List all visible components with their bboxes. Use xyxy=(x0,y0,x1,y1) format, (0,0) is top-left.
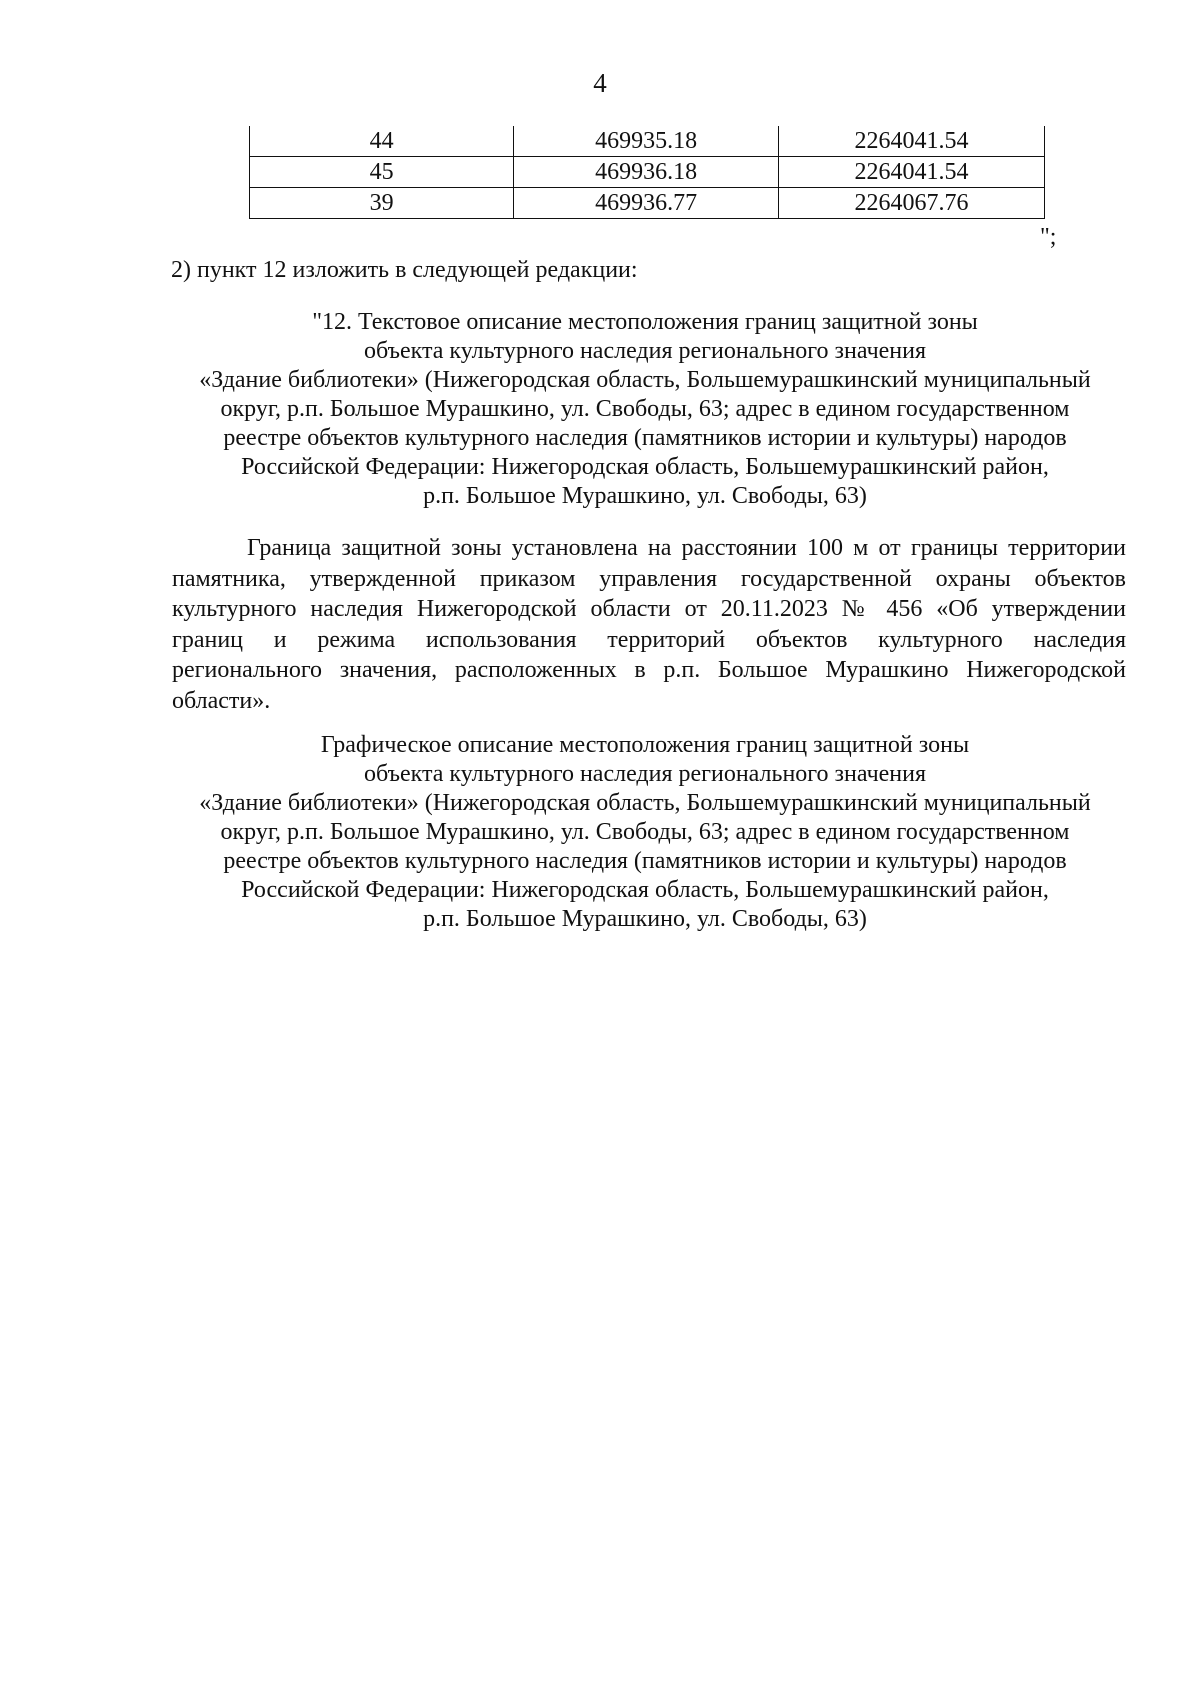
x-coordinate-cell: 469935.18 xyxy=(514,126,779,157)
heading-line: р.п. Большое Мурашкино, ул. Свободы, 63) xyxy=(423,906,867,932)
heading-line: реестре объектов культурного наследия (памятников истории и культуры) народов xyxy=(223,848,1067,874)
heading-line: объекта культурного наследия регионального значения xyxy=(363,761,927,787)
heading-line: реестре объектов культурного наследия (памятников истории и культуры) народов xyxy=(223,425,1067,451)
graphic-description-heading xyxy=(150,731,1140,934)
paragraph-line: регионального значения, расположенных в р.п. Большое Мурашкино Нижегородской xyxy=(172,657,1126,683)
y-coordinate-cell: 2264041.54 xyxy=(779,157,1045,188)
table-row xyxy=(250,188,1045,219)
heading-line: р.п. Большое Мурашкино, ул. Свободы, 63) xyxy=(423,483,867,509)
heading-line: объекта культурного наследия регионального значения xyxy=(363,338,927,364)
x-coordinate-cell: 469936.77 xyxy=(514,188,779,219)
heading-line: Российской Федерации: Нижегородская область, Большемурашкинский район, xyxy=(241,454,1049,480)
paragraph-line: области». xyxy=(172,687,271,714)
point-number-cell: 44 xyxy=(250,126,514,157)
heading-line: Графическое описание местоположения границ защитной зоны xyxy=(320,732,970,758)
amendment-item: 2) пункт 12 изложить в следующей редакции: xyxy=(171,257,638,283)
y-coordinate-cell: 2264041.54 xyxy=(779,126,1045,157)
coordinates-table xyxy=(249,126,1045,219)
paragraph-line: границ и режима использования территорий объектов культурного наследия xyxy=(172,626,1126,653)
page-number: 4 xyxy=(593,68,607,98)
table-row xyxy=(250,157,1045,188)
heading-line: округ, р.п. Большое Мурашкино, ул. Свободы, 63; адрес в едином государственном xyxy=(220,819,1070,845)
paragraph-line: Граница защитной зоны установлена на расстоянии 100 м от границы территории xyxy=(247,535,1126,561)
boundary-paragraph xyxy=(172,533,1126,716)
table-closing-quote: "; xyxy=(1040,224,1057,250)
point-number-cell: 45 xyxy=(250,157,514,188)
y-coordinate-cell: 2264067.76 xyxy=(779,188,1045,219)
heading-line: Российской Федерации: Нижегородская область, Большемурашкинский район, xyxy=(241,877,1049,903)
x-coordinate-cell: 469936.18 xyxy=(514,157,779,188)
paragraph-line: культурного наследия Нижегородской области от 20.11.2023 № 456 «Об утверждении xyxy=(172,596,1126,622)
paragraph-line: памятника, утвержденной приказом управления государственной охраны объектов xyxy=(172,565,1126,592)
point-number-cell: 39 xyxy=(250,188,514,219)
heading-line: «Здание библиотеки» (Нижегородская область, Большемурашкинский муниципальный xyxy=(199,367,1091,393)
heading-line: «Здание библиотеки» (Нижегородская область, Большемурашкинский муниципальный xyxy=(199,790,1091,816)
text-description-heading xyxy=(150,308,1140,511)
table-row xyxy=(250,126,1045,157)
heading-line: округ, р.п. Большое Мурашкино, ул. Свободы, 63; адрес в едином государственном xyxy=(220,396,1070,422)
heading-line: "12. Текстовое описание местоположения границ защитной зоны xyxy=(312,309,978,335)
